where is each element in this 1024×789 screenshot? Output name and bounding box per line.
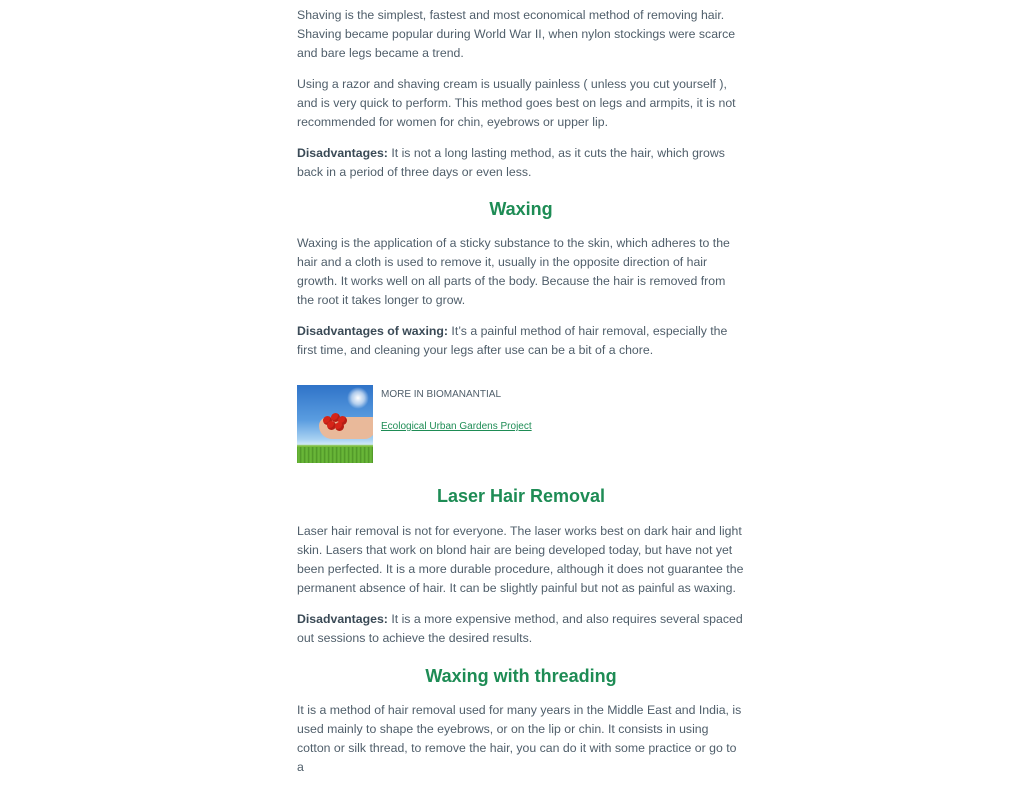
laser-disadvantages-text: It is a more expensive method, and also requires several spaced out sessions to achieve the desired results. xyxy=(297,612,743,645)
more-in-box xyxy=(297,385,745,463)
article-body xyxy=(297,6,745,789)
shaving-disadvantages-text: It is not a long lasting method, as it cuts the hair, which grows back in a period of three days or even less. xyxy=(297,146,725,179)
laser-heading: Laser Hair Removal xyxy=(436,486,606,506)
shaving-disadvantages-label: Disadvantages: xyxy=(297,146,388,160)
sun-glow xyxy=(347,387,369,409)
shaving-paragraph-1: Shaving is the simplest, fastest and most economical method of removing hair. Shaving became popular during World War II, when nylon stockings were scarce and bare legs became a trend. xyxy=(297,8,736,60)
grass xyxy=(297,447,373,463)
laser-disadvantages-label: Disadvantages: xyxy=(297,612,388,626)
laser-paragraph-1: Laser hair removal is not for everyone. The laser works best on dark hair and light skin. Lasers that work on blond hair are being developed today, but have not yet been perfected. It is a more durable procedure, although it does not guarantee the permanent absence of hair. It can be slightly painful but not as painful as waxing. xyxy=(297,524,744,595)
waxing-disadvantages xyxy=(297,322,745,360)
more-in-label: MORE IN BIOMANANTIAL xyxy=(381,389,502,400)
related-article-thumbnail[interactable] xyxy=(297,385,373,463)
shaving-disadvantages xyxy=(297,144,745,182)
laser-disadvantages xyxy=(297,610,745,648)
waxing-heading: Waxing xyxy=(489,199,553,219)
waxing-disadvantages-label: Disadvantages of waxing: xyxy=(297,324,449,338)
waxing-disadvantages-text: It’s a painful method of hair removal, especially the first time, and cleaning your legs after use can be a bit of a chore. xyxy=(297,324,728,357)
related-article-link[interactable]: Ecological Urban Gardens Project xyxy=(381,421,532,432)
waxing-paragraph-1: Waxing is the application of a sticky substance to the skin, which adheres to the hair and a cloth is used to remove it, usually in the opposite direction of hair growth. It works well on all parts of the body. Because the hair is removed from the root it takes longer to grow. xyxy=(297,236,730,307)
shaving-paragraph-2: Using a razor and shaving cream is usually painless ( unless you cut yourself ), and is very quick to perform. This method goes best on legs and armpits, it is not recommended for women for chin, eyebrows or upper lip. xyxy=(297,77,736,129)
threading-paragraph-1: It is a method of hair removal used for many years in the Middle East and India, is used mainly to shape the eyebrows, or on the lip or chin. It consists in using cotton or silk thread, to remove the hair, you can do it with some practice or go to a xyxy=(297,703,742,774)
strawberry xyxy=(335,422,344,431)
threading-heading: Waxing with threading xyxy=(425,666,617,686)
more-in-text xyxy=(381,385,532,463)
